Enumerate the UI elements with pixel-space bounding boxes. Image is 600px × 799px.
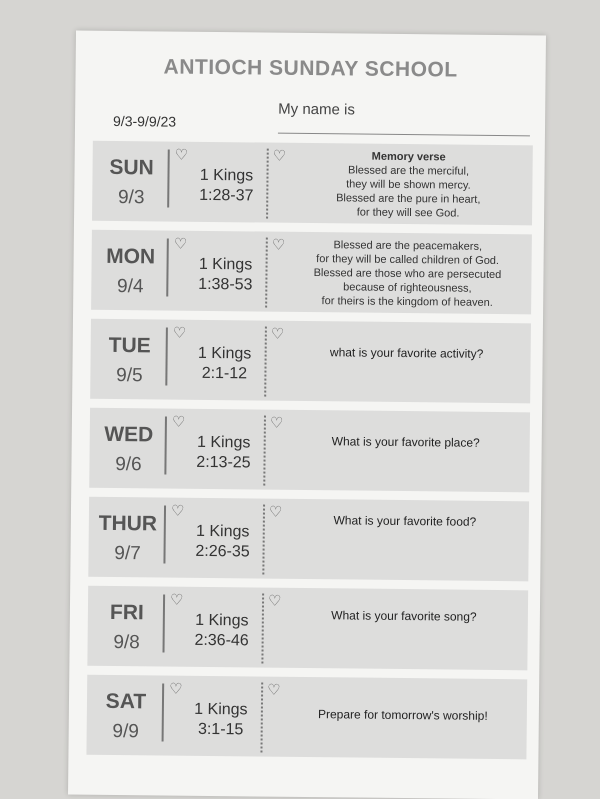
heart-icon: ♡ [271, 236, 286, 254]
bible-reading [176, 522, 268, 563]
day-name: THUR [98, 511, 158, 536]
reading-verses: 2:1-12 [201, 364, 248, 383]
reading-book: 1 Kings [195, 522, 250, 541]
heart-icon: ♡ [270, 325, 285, 343]
day-name: MON [106, 244, 156, 269]
note-line: for they will be called children of God. [316, 253, 500, 268]
day-date: 9/3 [117, 187, 145, 209]
heart-icon: ♡ [169, 591, 184, 609]
day-row-sun [92, 141, 533, 226]
note-line: because of righteousness, [343, 281, 472, 295]
day-date: 9/8 [113, 631, 140, 654]
reading-verses: 2:13-25 [196, 453, 251, 472]
note-line: Blessed are the pure in heart, [336, 192, 481, 206]
note-line: Blessed are the merciful, [347, 164, 470, 178]
dotted-divider [265, 238, 268, 308]
reading-verses: 2:26-35 [195, 542, 250, 561]
day-name: SUN [109, 155, 154, 180]
dotted-divider [263, 416, 266, 486]
day-label [100, 157, 163, 210]
reading-verses: 3:1-15 [197, 720, 244, 739]
question-prompt: what is your favorite activity? [329, 345, 484, 361]
dotted-divider [264, 327, 267, 397]
week-range: 9/3-9/9/23 [112, 112, 177, 130]
reading-verses: 1:38-53 [198, 275, 253, 294]
day-name: WED [104, 422, 154, 447]
day-label [96, 513, 159, 566]
heart-icon: ♡ [267, 592, 282, 610]
name-label: My name is [278, 100, 355, 119]
day-row-sat [86, 675, 527, 760]
heart-icon: ♡ [169, 680, 183, 698]
worksheet-paper [68, 31, 546, 799]
heart-icon: ♡ [172, 324, 187, 342]
reading-verses: 2:36-46 [194, 631, 249, 650]
heart-icon: ♡ [272, 147, 287, 165]
dotted-divider [260, 683, 263, 753]
bible-reading [175, 700, 267, 741]
divider [165, 328, 168, 386]
day-label [95, 691, 158, 744]
day-label [98, 335, 161, 388]
day-name: SAT [105, 689, 147, 714]
day-label [99, 246, 162, 299]
reading-book: 1 Kings [197, 344, 252, 363]
bible-reading [179, 255, 271, 296]
question-prompt: What is your favorite song? [331, 608, 477, 624]
day-row-mon [91, 230, 532, 315]
question-prompt: Prepare for tomorrow's worship! [317, 707, 488, 723]
reading-verses: 1:28-37 [199, 186, 254, 205]
note-line: for theirs is the kingdom of heaven. [321, 295, 493, 309]
divider [163, 595, 166, 653]
heart-icon: ♡ [269, 414, 284, 432]
day-name: FRI [109, 600, 144, 625]
note-line: they will be shown mercy. [346, 178, 471, 192]
reading-book: 1 Kings [199, 166, 254, 185]
memory-verse [289, 238, 526, 310]
day-row-wed [89, 408, 530, 493]
divider [166, 239, 169, 297]
reading-book: 1 Kings [194, 700, 248, 719]
dotted-divider [261, 594, 264, 664]
day-label [97, 424, 160, 477]
day-date: 9/5 [116, 365, 143, 387]
dotted-divider [262, 505, 265, 575]
page-title: ANTIOCH SUNDAY SCHOOL [163, 55, 458, 82]
heart-icon: ♡ [173, 235, 188, 253]
day-date: 9/7 [114, 542, 141, 565]
bible-reading [176, 611, 268, 652]
heart-icon: ♡ [268, 503, 283, 521]
bible-reading [178, 344, 270, 385]
day-name: TUE [108, 333, 151, 358]
note-line: Blessed are the peacemakers, [333, 239, 483, 253]
divider [164, 417, 167, 475]
day-date: 9/4 [117, 276, 144, 298]
day-label [95, 602, 158, 655]
divider [163, 506, 166, 564]
reading-book: 1 Kings [196, 433, 251, 452]
note-line: Blessed are those who are persecuted [313, 267, 502, 282]
day-row-tue [90, 319, 531, 404]
heart-icon: ♡ [171, 413, 186, 431]
heart-icon: ♡ [267, 681, 281, 699]
day-row-fri [87, 586, 528, 671]
day-date: 9/9 [112, 720, 139, 743]
reading-book: 1 Kings [198, 255, 253, 274]
bible-reading [177, 433, 269, 474]
dotted-divider [266, 149, 269, 219]
name-line [278, 133, 530, 137]
heart-icon: ♡ [174, 146, 189, 164]
bible-reading [180, 166, 272, 207]
question-prompt: What is your favorite place? [331, 434, 480, 450]
day-date: 9/6 [115, 453, 142, 476]
note-heading: Memory verse [371, 150, 446, 164]
question-prompt: What is your favorite food? [333, 513, 477, 529]
memory-verse [290, 149, 527, 221]
heart-icon: ♡ [170, 502, 185, 520]
day-row-thur [88, 497, 529, 582]
divider [162, 683, 165, 741]
note-line: for they will see God. [356, 206, 460, 220]
divider [167, 150, 170, 208]
reading-book: 1 Kings [195, 611, 249, 630]
